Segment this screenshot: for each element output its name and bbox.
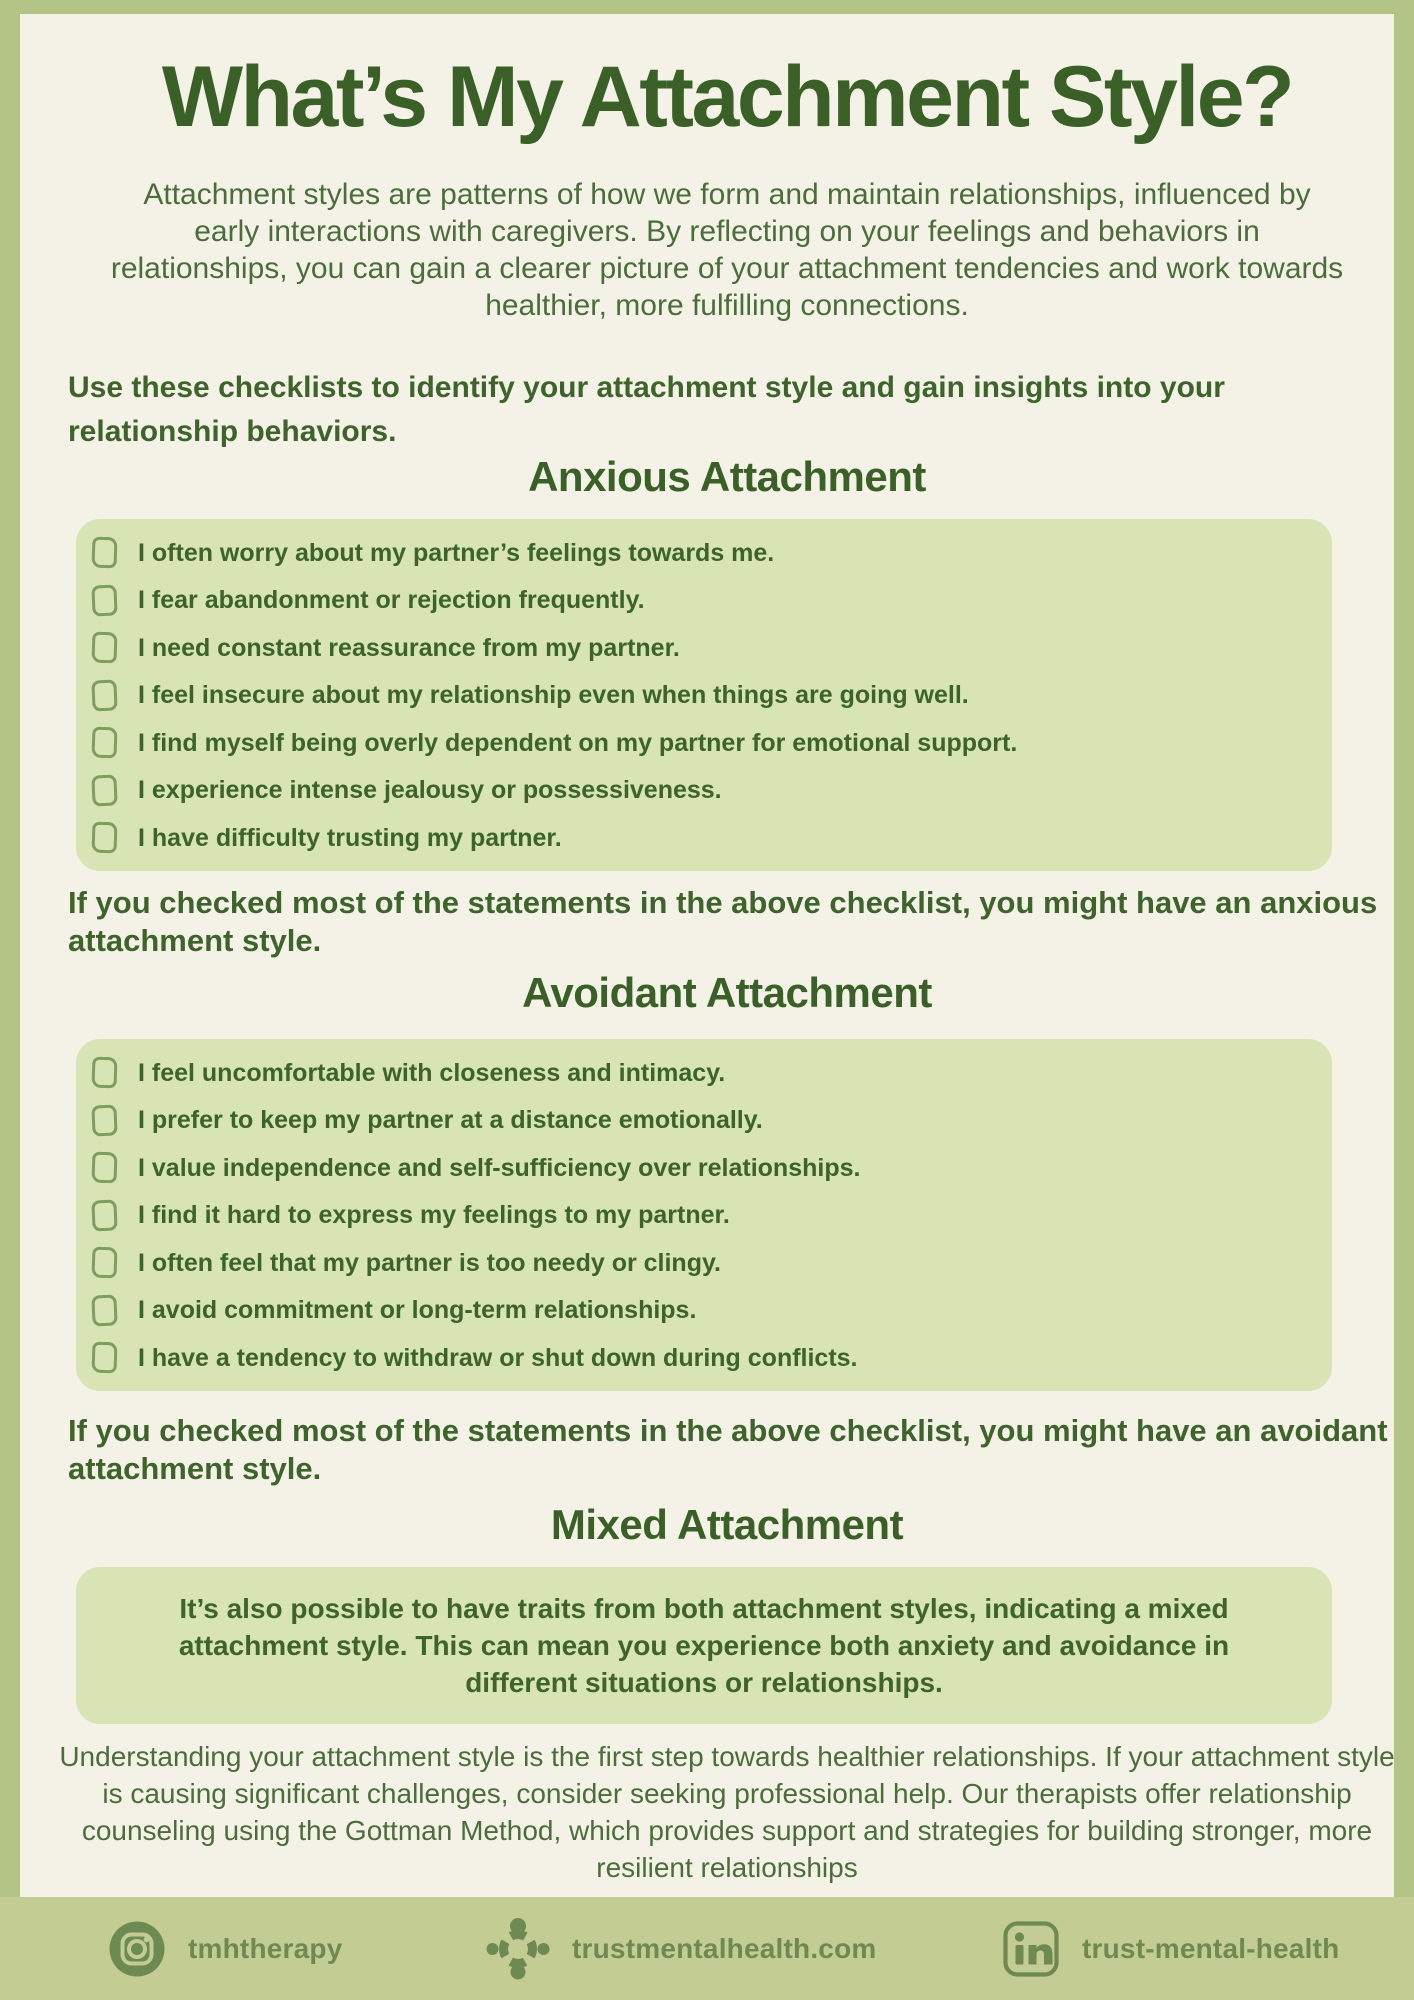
checklist-item-label: I value independence and self-sufficiency over relationships. — [138, 1153, 861, 1182]
website-link[interactable] — [486, 1897, 876, 2000]
checklist-item — [76, 624, 1332, 672]
checkbox[interactable] — [91, 727, 117, 759]
instruction-text: Use these checklists to identify your attachment style and gain insights into your relationship behaviors. — [68, 371, 1225, 448]
checkbox[interactable] — [91, 822, 117, 854]
checklist-item-label: I have difficulty trusting my partner. — [138, 823, 562, 852]
linkedin-link[interactable] — [1002, 1897, 1339, 2000]
checklist-item-label: I find myself being overly dependent on my partner for emotional support. — [138, 728, 1018, 757]
checkbox[interactable] — [91, 1057, 117, 1089]
checkbox[interactable] — [91, 632, 117, 664]
checklist-item — [76, 1334, 1332, 1382]
intro-paragraph: Attachment styles are patterns of how we form and maintain relationships, influenced by early interactions with caregivers. By reflecting on your feelings and behaviors in relationships, you can gain a clearer picture of your attachment tendencies and work towards healthier, more fulfilling connections. — [110, 178, 1344, 322]
instagram-handle: tmhtherapy — [188, 1932, 343, 1964]
checklist-item — [76, 577, 1332, 625]
footer — [0, 1897, 1414, 2000]
anxious-checklist — [76, 519, 1332, 871]
checklist-item-label: I have a tendency to withdraw or shut down during conflicts. — [138, 1343, 858, 1372]
checklist-item — [76, 719, 1332, 767]
outro-paragraph: Understanding your attachment style is the first step towards healthier relationships. If your attachment style is causing significant challenges, consider seeking professional help. Our therapists offer relationship counseling using the Gottman Method, which provides support and strategies for building stronger, more resilient relationships — [59, 1741, 1395, 1883]
checkbox[interactable] — [91, 1104, 117, 1136]
checkbox[interactable] — [91, 1247, 117, 1279]
checklist-item-label: I find it hard to express my feelings to my partner. — [138, 1201, 730, 1230]
checkbox[interactable] — [91, 679, 117, 711]
checkbox[interactable] — [91, 1294, 117, 1326]
avoidant-checklist — [76, 1039, 1332, 1391]
instagram-icon — [108, 1920, 166, 1978]
checkbox[interactable] — [91, 1199, 117, 1231]
checklist-item-label: I often worry about my partner’s feelings towards me. — [138, 538, 775, 567]
mixed-attachment-text: It’s also possible to have traits from both attachment styles, indicating a mixed attachment style. This can mean you experience both anxiety and avoidance in different situations or relationships. — [178, 1593, 1230, 1698]
checklist-item-label: I experience intense jealousy or possessiveness. — [138, 776, 722, 805]
checklist-item-label: I fear abandonment or rejection frequently. — [138, 586, 645, 615]
checklist-item-label: I feel insecure about my relationship even when things are going well. — [138, 681, 969, 710]
checklist-item-label: I often feel that my partner is too needy or clingy. — [138, 1248, 721, 1277]
instagram-link[interactable] — [108, 1897, 342, 2000]
checklist-item-label: I prefer to keep my partner at a distance emotionally. — [138, 1106, 763, 1135]
website-url: trustmentalhealth.com — [572, 1932, 877, 1964]
avoidant-result-note: If you checked most of the statements in the above checklist, you might have an avoidant attachment style. — [68, 1413, 1388, 1486]
page-title: What’s My Attachment Style? — [161, 49, 1293, 145]
checklist-item — [76, 814, 1332, 862]
worksheet-card — [20, 14, 1394, 1897]
linkedin-handle: trust-mental-health — [1082, 1932, 1340, 1964]
checkbox[interactable] — [91, 537, 117, 569]
checklist-item — [76, 1097, 1332, 1145]
checklist-item — [76, 1192, 1332, 1240]
anxious-result-note: If you checked most of the statements in the above checklist, you might have an anxious attachment style. — [68, 885, 1378, 958]
checklist-item — [76, 767, 1332, 815]
checklist-item — [76, 1239, 1332, 1287]
checkbox[interactable] — [91, 1152, 117, 1184]
anxious-section-heading: Anxious Attachment — [528, 453, 926, 500]
checklist-item — [76, 1049, 1332, 1097]
mixed-section-heading: Mixed Attachment — [550, 1501, 904, 1548]
tmh-people-logo-icon — [486, 1917, 550, 1981]
checklist-item — [76, 672, 1332, 720]
checkbox[interactable] — [91, 1342, 117, 1374]
checklist-item-label: I feel uncomfortable with closeness and intimacy. — [138, 1058, 726, 1087]
checklist-item — [76, 529, 1332, 577]
checkbox[interactable] — [91, 584, 117, 616]
checkbox[interactable] — [91, 774, 117, 806]
checklist-item-label: I need constant reassurance from my partner. — [138, 633, 680, 662]
avoidant-section-heading: Avoidant Attachment — [522, 969, 932, 1016]
mixed-attachment-box — [76, 1567, 1332, 1724]
checklist-item — [76, 1287, 1332, 1335]
linkedin-icon — [1002, 1920, 1060, 1978]
checklist-item-label: I avoid commitment or long-term relationships. — [138, 1296, 697, 1325]
checklist-item — [76, 1144, 1332, 1192]
